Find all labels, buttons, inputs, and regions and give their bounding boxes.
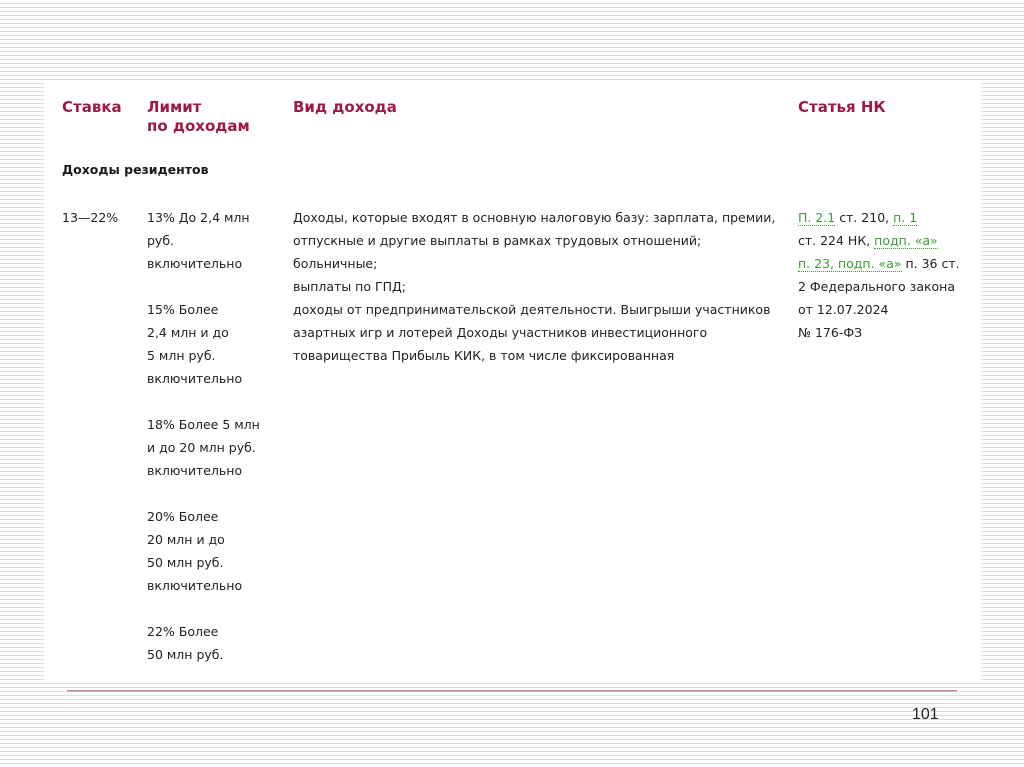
content-panel bbox=[44, 80, 981, 680]
article-line: № 176-ФЗ bbox=[798, 325, 863, 340]
income-line: отпускные и другие выплаты в рамках трудовых отношений; bbox=[293, 233, 702, 248]
rate-value: 13—22% bbox=[62, 210, 119, 225]
article-line: от 12.07.2024 bbox=[798, 302, 889, 317]
limit-group bbox=[147, 620, 277, 666]
article-text: ст. 210, bbox=[835, 210, 894, 225]
limit-line: 18% Более 5 млн bbox=[147, 417, 260, 432]
limit-group bbox=[147, 298, 277, 390]
limit-line: 20% Более bbox=[147, 509, 219, 524]
header-rate: Ставка bbox=[62, 98, 122, 116]
limit-line: 15% Более bbox=[147, 302, 219, 317]
article-link-subp-a[interactable]: подп. «а» bbox=[874, 233, 938, 248]
article-line bbox=[798, 229, 968, 252]
header-article: Статья НК bbox=[798, 98, 886, 116]
income-limits bbox=[147, 206, 277, 689]
article-link-p1[interactable]: п. 1 bbox=[893, 210, 918, 225]
limit-group bbox=[147, 505, 277, 597]
article-link-p2-1[interactable]: П. 2.1 bbox=[798, 210, 836, 225]
limit-line: руб. bbox=[147, 233, 175, 248]
article-line bbox=[798, 206, 968, 229]
income-line: доходы от предпринимательской деятельности. Выигрыши участников bbox=[293, 302, 771, 317]
article-text: ст. 224 НК, bbox=[798, 233, 875, 248]
article-link-p23-subp-a[interactable]: п. 23, подп. «а» bbox=[798, 256, 902, 271]
limit-line: 50 млн руб. bbox=[147, 647, 224, 662]
article-line: 2 Федерального закона bbox=[798, 279, 956, 294]
header-limit: Лимит по доходам bbox=[147, 98, 250, 135]
limit-line: 22% Более bbox=[147, 624, 219, 639]
income-line: выплаты по ГПД; bbox=[293, 279, 406, 294]
header-income-type: Вид дохода bbox=[293, 98, 397, 116]
limit-group bbox=[147, 206, 277, 275]
section-title-residents: Доходы резидентов bbox=[62, 162, 209, 177]
limit-line: 2,4 млн и до bbox=[147, 325, 229, 340]
article-text: п. 36 ст. bbox=[901, 256, 960, 271]
limit-line: включительно bbox=[147, 256, 243, 271]
limit-line: включительно bbox=[147, 578, 243, 593]
income-line: товарищества Прибыль КИК, в том числе фиксированная bbox=[293, 348, 675, 363]
tax-code-article bbox=[798, 206, 968, 344]
limit-line: включительно bbox=[147, 371, 243, 386]
income-line: азартных игр и лотерей Доходы участников инвестиционного bbox=[293, 325, 708, 340]
limit-line: включительно bbox=[147, 463, 243, 478]
limit-line: 20 млн и до bbox=[147, 532, 225, 547]
page-number: 101 bbox=[912, 706, 939, 723]
limit-line: 50 млн руб. bbox=[147, 555, 224, 570]
limit-line: 13% До 2,4 млн bbox=[147, 210, 250, 225]
income-line: Доходы, которые входят в основную налоговую базу: зарплата, премии, bbox=[293, 210, 776, 225]
limit-line: и до 20 млн руб. bbox=[147, 440, 256, 455]
income-line: больничные; bbox=[293, 256, 378, 271]
slide-divider-shadow bbox=[67, 691, 957, 692]
limit-line: 5 млн руб. bbox=[147, 348, 216, 363]
article-line bbox=[798, 252, 968, 275]
income-description bbox=[293, 206, 783, 367]
limit-group bbox=[147, 413, 277, 482]
